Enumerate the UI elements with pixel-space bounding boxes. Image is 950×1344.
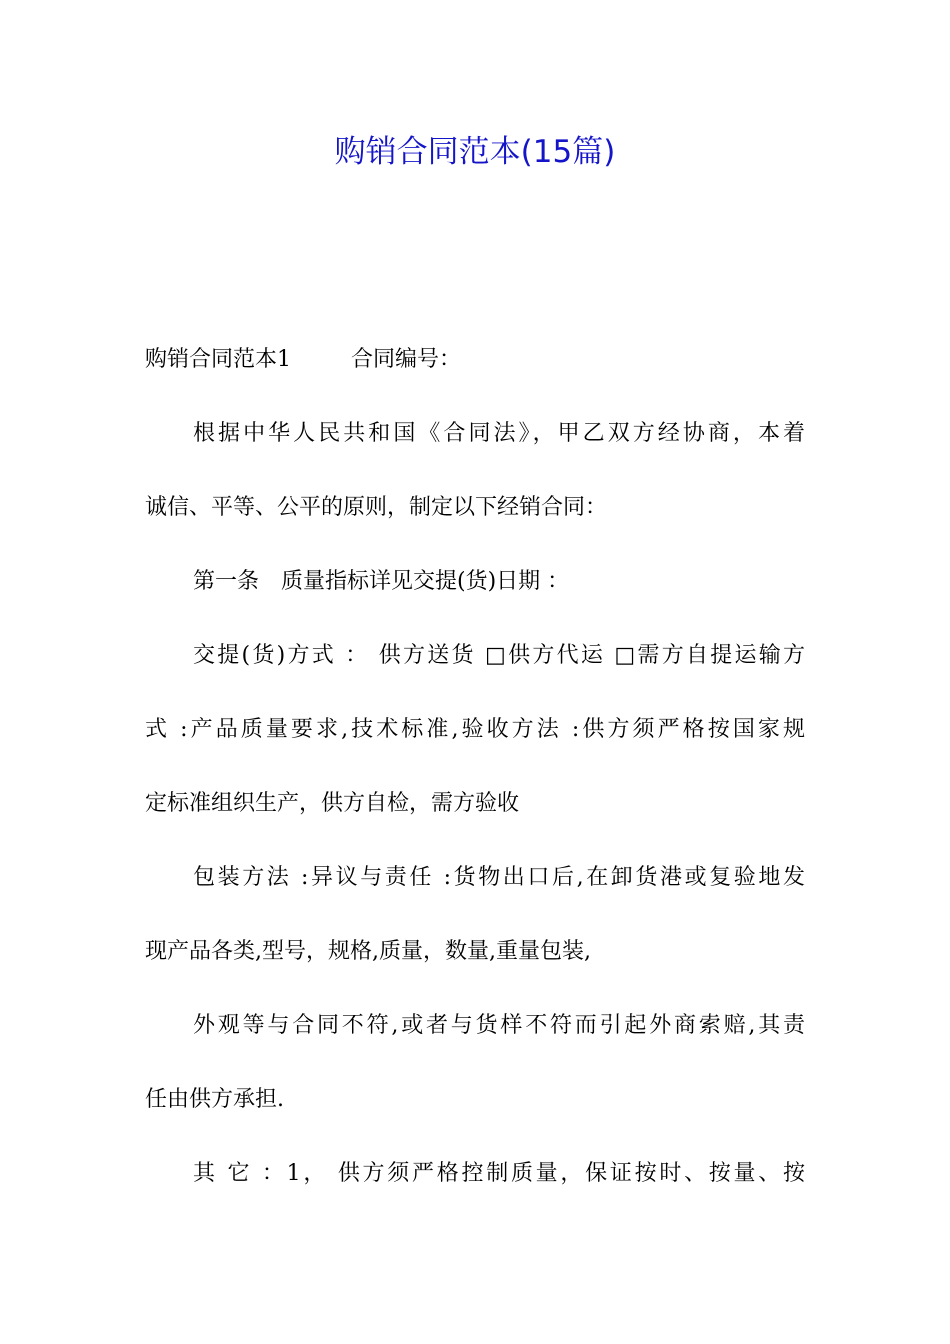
paragraph-line-6: 式 :产品质量要求,技术标准,验收方法 :供方须严格按国家规 <box>145 717 805 742</box>
paragraph-line-8: 包装方法 :异议与责任 :货物出口后,在卸货港或复验地发 <box>193 865 805 890</box>
paragraph-line-5: 交提(货)方式 ： 供方送货 □供方代运 □需方自提运输方 <box>193 643 805 668</box>
paragraph-line-9: 现产品各类,型号，规格,质量，数量,重量包装, <box>145 939 591 964</box>
paragraph-line-2: 根据中华人民共和国《合同法》，甲乙双方经协商，本着 <box>193 421 805 446</box>
paragraph-line-11: 任由供方承担. <box>145 1087 284 1112</box>
contract-number-label: 合同编号： <box>351 347 462 372</box>
document-body <box>145 338 805 1226</box>
paragraph-line-12: 其 它 ：1， 供方须严格控制质量，保证按时、按量、按 <box>193 1161 805 1186</box>
paragraph-line-3: 诚信、平等、公平的原则，制定以下经销合同： <box>145 495 608 520</box>
paragraph-line-1 <box>145 338 805 412</box>
paragraph-line-10: 外观等与合同不符,或者与货样不符而引起外商索赔,其责 <box>193 1013 805 1038</box>
paragraph-line-4: 第一条 质量指标详见交提(货)日期 ： <box>193 569 570 594</box>
contract-heading: 购销合同范本1 <box>145 347 291 372</box>
paragraph-line-7: 定标准组织生产，供方自检，需方验收 <box>145 791 520 816</box>
document-title: 购销合同范本(15篇) <box>334 134 616 170</box>
